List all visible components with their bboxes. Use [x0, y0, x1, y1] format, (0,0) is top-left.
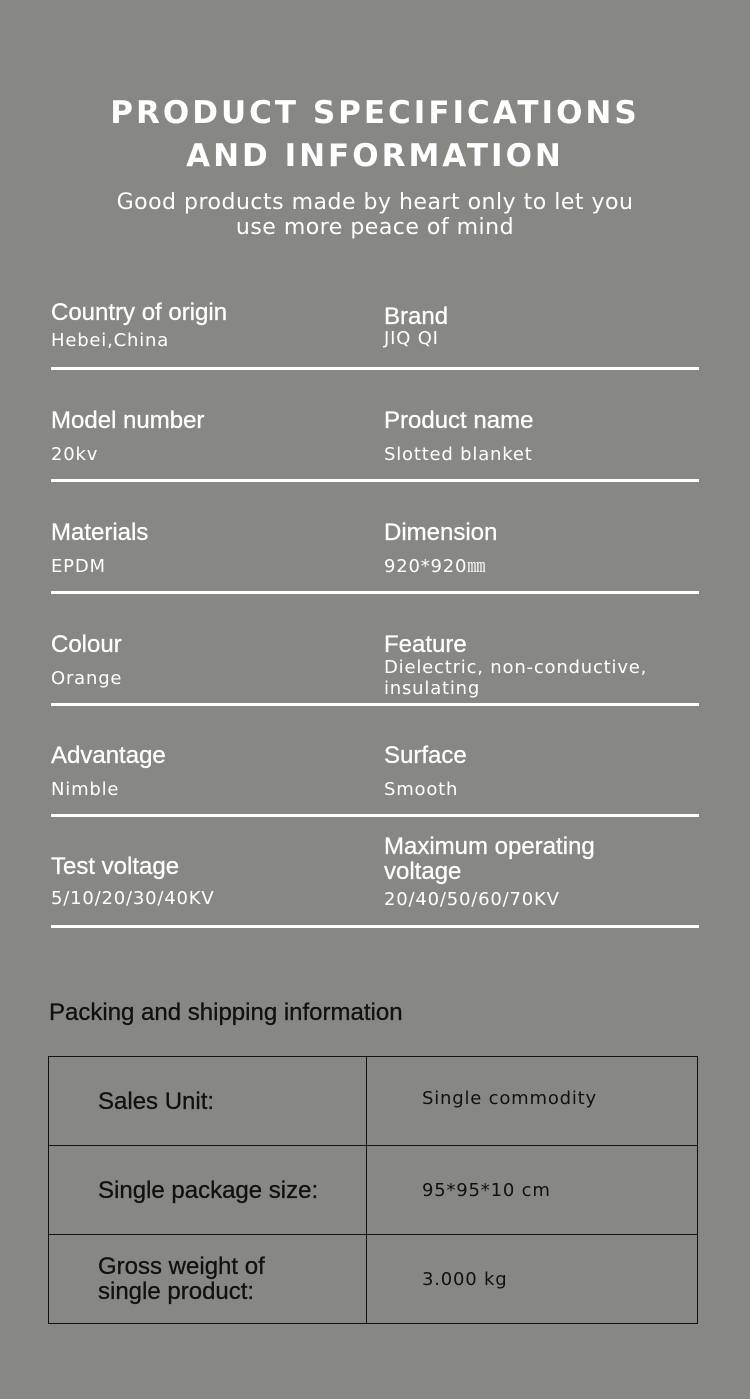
spec-dimension: [384, 520, 684, 577]
spec-brand: [384, 304, 684, 349]
spec-value: JIQ QI: [384, 328, 439, 349]
spec-test-voltage: [51, 854, 371, 909]
spec-max-operating-voltage: [384, 834, 684, 910]
subtitle-line-2: use more peace of mind: [235, 215, 515, 240]
spec-row-materials-dimension: [51, 520, 699, 594]
packing-key: Sales Unit:: [49, 1057, 367, 1146]
spec-row-origin-brand: [51, 300, 699, 370]
spec-label: Materials: [51, 519, 149, 546]
spec-label: Country of origin: [51, 299, 228, 326]
spec-value: EPDM: [51, 556, 106, 577]
spec-row-advantage-surface: [51, 743, 699, 817]
packing-key-line-2: single product:: [98, 1278, 255, 1305]
title-line-1: PRODUCT SPECIFICATIONS: [110, 95, 640, 131]
page-title: [0, 92, 750, 178]
spec-row-model-product: [51, 408, 699, 482]
spec-label: Advantage: [51, 742, 166, 769]
spec-row-voltage: [51, 834, 699, 928]
spec-value: Nimble: [51, 779, 120, 800]
spec-model-number: [51, 408, 371, 465]
table-row: [49, 1235, 698, 1324]
spec-value-line-2: insulating: [384, 678, 481, 699]
spec-label: Product name: [384, 407, 534, 434]
spec-value: 920*920㎜: [384, 556, 487, 577]
table-row: [49, 1057, 698, 1146]
spec-label: Test voltage: [51, 853, 180, 880]
spec-label-line-1: Maximum operating: [384, 833, 595, 860]
packing-key-line-1: Gross weight of: [98, 1253, 265, 1280]
subtitle-line-1: Good products made by heart only to let you: [116, 190, 634, 215]
packing-table: [48, 1056, 698, 1324]
spec-value: 20kv: [51, 444, 99, 465]
page-subtitle: [0, 190, 750, 240]
spec-value: Smooth: [384, 779, 459, 800]
packing-section-title: Packing and shipping information: [49, 999, 403, 1026]
packing-value: 3.000 kg: [367, 1235, 698, 1324]
spec-label: Surface: [384, 742, 467, 769]
packing-key: [49, 1235, 367, 1324]
spec-label: Model number: [51, 407, 205, 434]
spec-value: 5/10/20/30/40KV: [51, 888, 215, 909]
packing-value: Single commodity: [367, 1057, 698, 1146]
spec-row-colour-feature: [51, 632, 699, 706]
spec-feature: [384, 632, 684, 699]
spec-value-line-1: Dielectric, non-conductive,: [384, 657, 648, 678]
spec-value: Slotted blanket: [384, 444, 533, 465]
spec-label: Colour: [51, 631, 122, 658]
spec-label: Brand: [384, 303, 449, 330]
title-line-2: AND INFORMATION: [186, 138, 564, 174]
packing-value: 95*95*10 cm: [367, 1146, 698, 1235]
spec-advantage: [51, 743, 371, 800]
spec-product-name: [384, 408, 684, 465]
table-row: [49, 1146, 698, 1235]
spec-value: Orange: [51, 668, 123, 689]
spec-country-of-origin: [51, 300, 371, 351]
spec-label: Dimension: [384, 519, 498, 546]
spec-materials: [51, 520, 371, 577]
page-header: [0, 92, 750, 240]
packing-key: Single package size:: [49, 1146, 367, 1235]
spec-label: Feature: [384, 631, 467, 658]
spec-surface: [384, 743, 684, 800]
spec-value: 20/40/50/60/70KV: [384, 889, 560, 910]
spec-value: Hebei,China: [51, 330, 170, 351]
spec-label-line-2: voltage: [384, 858, 462, 885]
spec-colour: [51, 632, 371, 689]
